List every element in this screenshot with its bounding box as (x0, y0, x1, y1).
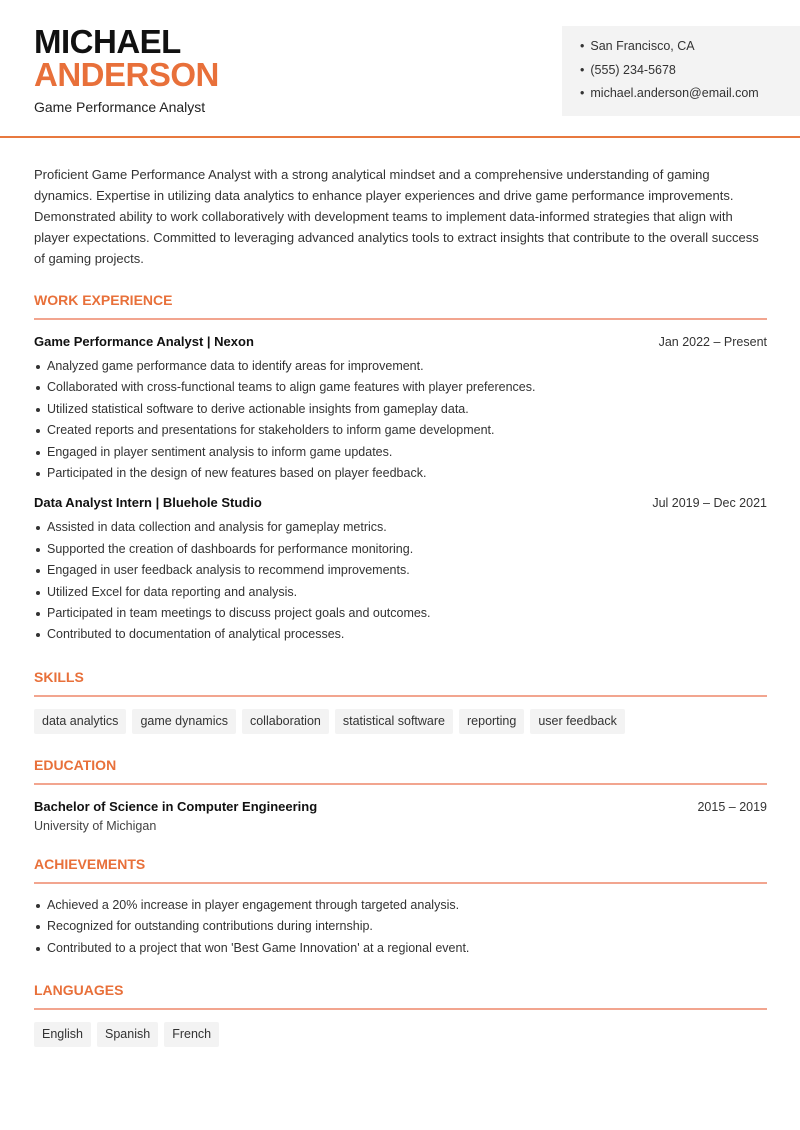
language-tag: Spanish (97, 1022, 158, 1047)
list-item: Recognized for outstanding contributions during internship. (34, 916, 767, 937)
section-heading: ACHIEVEMENTS (34, 855, 146, 872)
list-item: Contributed to a project that won 'Best Game Innovation' at a regional event. (34, 938, 767, 959)
list-item: Engaged in user feedback analysis to recommend improvements. (34, 560, 767, 581)
degree: Bachelor of Science in Computer Engineering (34, 798, 318, 814)
contact-phone: • (555) 234-5678 (580, 63, 800, 87)
job-header (34, 333, 767, 351)
list-item: Utilized statistical software to derive actionable insights from gameplay data. (34, 399, 767, 420)
languages-section (34, 980, 767, 1047)
list-item: Achieved a 20% increase in player engagement through targeted analysis. (34, 895, 767, 916)
job-dates: Jul 2019 – Dec 2021 (652, 496, 767, 511)
list-item: Engaged in player sentiment analysis to inform game updates. (34, 442, 767, 463)
list-item: Analyzed game performance data to identify areas for improvement. (34, 356, 767, 377)
list-item: Contributed to documentation of analytical processes. (34, 624, 767, 645)
list-item: Utilized Excel for data reporting and analysis. (34, 582, 767, 603)
skill-tag: user feedback (530, 709, 625, 734)
skill-tag: game dynamics (132, 709, 236, 734)
divider (34, 1008, 767, 1010)
language-tag: French (164, 1022, 219, 1047)
school: University of Michigan (34, 818, 157, 833)
list-item: Created reports and presentations for stakeholders to inform game development. (34, 420, 767, 441)
list-item: Participated in team meetings to discuss project goals and outcomes. (34, 603, 767, 624)
education-dates: 2015 – 2019 (697, 799, 767, 814)
skills-section (34, 667, 767, 734)
skill-tag: statistical software (335, 709, 453, 734)
section-heading: WORK EXPERIENCE (34, 292, 173, 308)
list-item: Supported the creation of dashboards for performance monitoring. (34, 539, 767, 560)
job-title: Data Analyst Intern | Bluehole Studio (34, 495, 262, 511)
summary: Proficient Game Performance Analyst with a strong analytical mindset and a comprehensive understanding of gaming dynamics. Expertise in utilizing data analytics to enhance player experiences and drive game performance improvements. Demonstrated ability to work collaboratively with development teams to implement data-informed strategies that align with player expectations. Committed to leveraging advanced analytics tools to extract insights that contribute to the overall success of gaming projects. (34, 167, 759, 266)
first-name: MICHAEL (34, 23, 181, 60)
achievements-section (34, 854, 767, 959)
skill-tag: data analytics (34, 709, 126, 734)
contact-box (562, 26, 800, 116)
skill-tag: reporting (459, 709, 524, 734)
divider (34, 695, 767, 697)
work-experience-section (34, 290, 767, 646)
job-title: Game Performance Analyst (34, 99, 206, 115)
divider (34, 783, 767, 785)
job-bullets (34, 356, 767, 484)
list-item: Collaborated with cross-functional teams to align game features with player preferences. (34, 377, 767, 398)
divider (34, 882, 767, 884)
job-dates: Jan 2022 – Present (658, 335, 767, 349)
job-header (34, 494, 767, 512)
contact-location: • San Francisco, CA (580, 39, 800, 63)
resume-header (0, 0, 800, 138)
job-bullets (34, 517, 767, 645)
section-heading: SKILLS (34, 668, 84, 685)
section-heading: EDUCATION (34, 756, 117, 773)
education-section (34, 755, 767, 833)
divider (34, 318, 767, 320)
last-name: ANDERSON (34, 56, 219, 93)
job-title: Game Performance Analyst | Nexon (34, 334, 254, 349)
contact-email[interactable]: • michael.anderson@email.com (580, 86, 800, 110)
skill-tag: collaboration (242, 709, 329, 734)
language-tag: English (34, 1022, 91, 1047)
list-item: Participated in the design of new features based on player feedback. (34, 463, 767, 484)
section-heading: LANGUAGES (34, 982, 124, 999)
list-item: Assisted in data collection and analysis for gameplay metrics. (34, 517, 767, 538)
